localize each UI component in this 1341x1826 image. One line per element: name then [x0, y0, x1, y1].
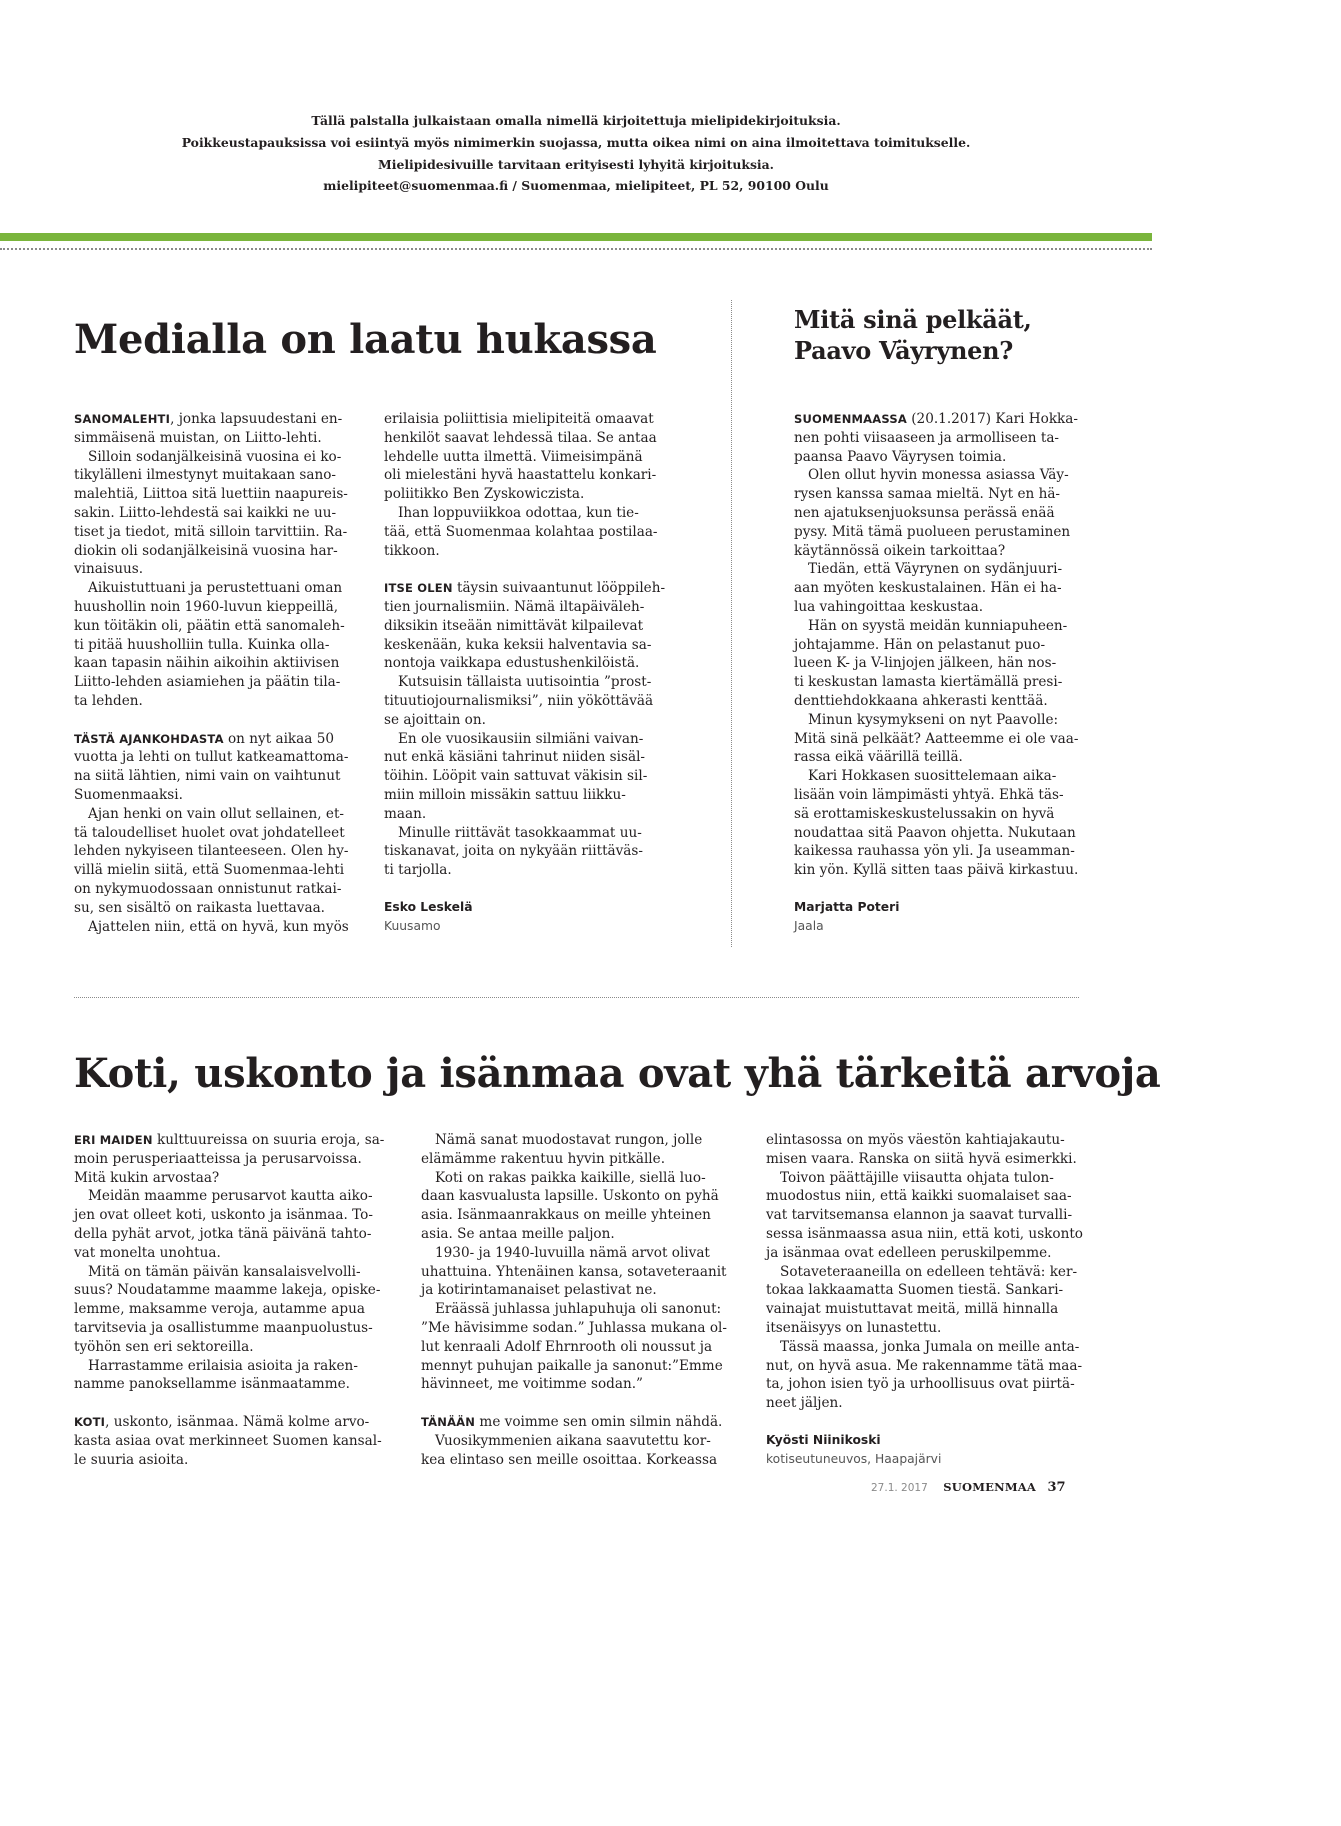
dotted-divider [0, 248, 1152, 250]
text-line: Olen ollut hyvin monessa asiassa Väy- [808, 467, 1069, 484]
text-line: 1930- ja 1940-luvuilla nämä arvot olivat [435, 1244, 710, 1261]
text-line: miin milloin missäkin sattuu liikku- [384, 786, 626, 803]
lead-in: SUOMENMAASSA [794, 412, 907, 426]
text-line: lehden nykyiseen tilanteeseen. Olen hy- [74, 843, 349, 860]
text-line: lua vahingoittaa keskustaa. [794, 598, 984, 615]
text-line: paansa Paavo Väyrysen toimia. [794, 448, 1007, 465]
lead-text: on nyt aikaa 50 [223, 730, 334, 747]
page-footer [871, 1480, 1066, 1495]
lead-text: , uskonto, isänmaa. Nämä kolme arvo- [105, 1413, 370, 1430]
text-line: aan myöten keskustalainen. Hän ei ha- [794, 580, 1062, 597]
author-name: Marjatta Poteri [794, 899, 900, 914]
text-line [384, 579, 665, 598]
text-line: nen pohti viisaaseen ja armolliseen ta- [794, 429, 1060, 446]
text-line: lisään voin lämpimästi yhtyä. Ehkä täs- [794, 786, 1064, 803]
text-line: ti keskustan lamasta kiertämällä presi- [794, 674, 1063, 691]
intro-notice [0, 110, 1152, 197]
lead-text: (20.1.2017) Kari Hokka- [906, 411, 1078, 427]
lead-text: me voimme sen omin silmin nähdä. [475, 1413, 723, 1430]
lead-in: SANOMALEHTI [74, 412, 171, 426]
text-line: sä erottamiskeskustelussakin on hyvä [794, 805, 1055, 822]
text-line: namme panoksellamme isänmaatamme. [74, 1376, 350, 1393]
text-line: Koti on rakas paikka kaikille, siellä luo- [435, 1169, 706, 1186]
text-line: elämämme rakentuu hyvin pitkälle. [421, 1150, 666, 1167]
text-line: Suomenmaaksi. [74, 786, 183, 803]
text-line: tiset ja tiedot, mitä silloin tarvittiin. Ra- [74, 523, 348, 540]
text-line: Silloin sodanjälkeisinä vuosina ei ko- [88, 448, 342, 465]
text-line: Hän on syystä meidän kunniapuheen- [808, 617, 1068, 634]
text-line: Minulle riittävät tasokkaammat uu- [398, 824, 642, 841]
article-column [766, 1131, 1083, 1469]
text-line: denttiehdokkaana ahkerasti kenttää. [794, 692, 1048, 709]
text-line: hävinneet, me voitimme sodan.” [421, 1376, 644, 1393]
text-line: Tässä maassa, jonka Jumala on meille anta- [780, 1338, 1080, 1355]
text-line: nen ajatuksenjuoksunsa perässä enää [794, 504, 1055, 521]
text-line: Mitä sinä pelkäät? Aatteemme ei ole vaa- [794, 730, 1079, 747]
text-line: vat monelta unohtua. [74, 1244, 221, 1261]
text-line: ”Me hävisimme sodan.” Juhlassa mukana ol- [421, 1319, 727, 1336]
text-line: asia. Se antaa meille paljon. [421, 1225, 615, 1242]
text-line: diokin oli sodanjälkeisinä vuosina har- [74, 542, 338, 559]
text-line: ta lehden. [74, 692, 143, 709]
dotted-divider [74, 997, 1079, 998]
text-line: Eräässä juhlassa juhlapuhuja oli sanonut: [435, 1301, 722, 1318]
text-line: kin yön. Kyllä sitten taas päivä kirkastuu. [794, 862, 1079, 879]
text-line: ti pitää huusholliin tulla. Kuinka olla- [74, 636, 330, 653]
text-line: lut kenraali Adolf Ehrnrooth oli noussut ja [421, 1338, 713, 1355]
author-place: kotiseutuneuvos, Haapajärvi [766, 1451, 942, 1466]
text-line: kea elintaso sen meille osoittaa. Korkeassa [421, 1451, 718, 1468]
lead-in: ERI MAIDEN [74, 1133, 153, 1147]
text-line: sessa isänmaassa asua niin, että koti, uskonto [766, 1225, 1083, 1242]
text-line: moin perusperiaatteissa ja perusarvoissa. [74, 1150, 362, 1167]
text-line: Tiedän, että Väyrynen on sydänjuuri- [808, 561, 1063, 578]
text-line: poliitikko Ben Zyskowiczista. [384, 486, 585, 503]
text-line: mennyt puhujan paikalle ja sanonut:”Emme [421, 1357, 723, 1374]
text-line: johtajamme. Hän on pelastanut puo- [794, 636, 1046, 653]
text-line [74, 1413, 384, 1432]
text-line: erilaisia poliittisia mielipiteitä omaavat [384, 411, 654, 427]
text-line: asia. Isänmaanrakkaus on meille yhteinen [421, 1207, 711, 1224]
text-line: vinaisuus. [74, 561, 144, 578]
article-headline [794, 304, 1032, 366]
text-line: le suuria asioita. [74, 1451, 189, 1468]
text-line: töihin. Lööpit vain sattuvat väkisin sil- [384, 768, 648, 785]
text-line: oli mielestäni hyvä haastattelu konkari- [384, 467, 657, 484]
text-line: tikylälleni ilmestynyt muitakaan sano- [74, 467, 337, 484]
text-line: Mitä on tämän päivän kansalaisvelvolli- [88, 1263, 361, 1280]
text-line: En ole vuosikausiin silmiäni vaivan- [398, 730, 644, 747]
text-line [74, 410, 349, 429]
text-line: Minun kysymykseni on nyt Paavolle: [808, 711, 1059, 728]
text-line: itsenäisyys on lunastettu. [766, 1319, 942, 1336]
text-line: tarvitsevia ja osallistumme maanpuolustus- [74, 1319, 373, 1336]
magazine-name: SUOMENMAA [943, 1480, 1037, 1494]
lead-in: TÄSTÄ AJANKOHDASTA [74, 731, 224, 746]
text-line: ti tarjolla. [384, 862, 452, 879]
text-line: tituutiojournalismiksi”, niin yököttävää [384, 692, 654, 709]
issue-date: 27.1. 2017 [871, 1482, 928, 1494]
text-line: nut, on hyvä asua. Me rakennamme tätä maa- [766, 1357, 1083, 1374]
lead-text: täysin suivaantunut lööppileh- [452, 580, 666, 597]
text-line: nontoja vaikkapa edustushenkilöistä. [384, 655, 640, 672]
article-headline: Medialla on laatu hukassa [74, 316, 657, 363]
column-separator [731, 300, 732, 947]
text-line: su, sen sisältö on raikasta luettavaa. [74, 899, 325, 916]
article-column [421, 1131, 727, 1469]
lead-in: KOTI [74, 1414, 106, 1429]
text-line: lehdelle uutta ilmettä. Viimeisimpänä [384, 448, 643, 465]
author-place: Jaala [794, 918, 824, 933]
text-line: della pyhät arvot, jotka tänä päivänä tahto- [74, 1225, 372, 1242]
text-line: on nykymuodossaan onnistunut ratkai- [74, 880, 342, 897]
text-line: vuotta ja lehti on tullut katkeamattoma- [74, 749, 349, 766]
text-line: ta, johon isien työ ja urhoollisuus ovat piirtä- [766, 1376, 1075, 1393]
lead-text: , jonka lapsuudestani en- [170, 411, 343, 427]
article-column [74, 410, 349, 936]
text-line: keskenään, kuka keksii halventavia sa- [384, 636, 652, 653]
text-line: ja kotirintamanaiset pelastivat ne. [421, 1282, 657, 1299]
section-divider-bar [0, 233, 1152, 241]
text-line: Vuosikymmenien aikana saavutettu kor- [435, 1432, 711, 1449]
text-line: Kutsuisin tällaista uutisointia ”prost- [398, 674, 652, 691]
article-headline: Koti, uskonto ja isänmaa ovat yhä tärkeitä arvoja [74, 1050, 1161, 1097]
text-line: malehtiä, Liittoa sitä luettiin naapureis- [74, 486, 348, 503]
intro-line: Mielipidesivuille tarvitaan erityisesti lyhyitä kirjoituksia. [378, 156, 774, 172]
text-line: misen vaara. Ranska on siitä hyvä esimerkki. [766, 1150, 1077, 1167]
text-line [794, 410, 1078, 429]
text-line: diksikin itseään nimittävät kilpailevat [384, 617, 644, 634]
author-name: Kyösti Niinikoski [766, 1432, 881, 1447]
headline-line: Mitä sinä pelkäät, [794, 305, 1032, 334]
text-line: nut enkä käsiäni tahrinut niiden sisäl- [384, 749, 646, 766]
text-line: Ajan henki on vain ollut sellainen, et- [88, 805, 345, 822]
article-column [384, 410, 665, 936]
text-line: Harrastamme erilaisia asioita ja raken- [88, 1357, 358, 1374]
text-line: pysy. Mitä tämä puolueen perustaminen [794, 523, 1071, 540]
text-line: käytännössä oikein tarkoittaa? [794, 542, 1006, 559]
text-line: tää, että Suomenmaa kolahtaa postilaa- [384, 523, 658, 540]
text-line: elintasossa on myös väestön kahtiajakautu- [766, 1132, 1065, 1148]
text-line [74, 1131, 384, 1150]
text-line: tokaa lakkaamatta Suomen tiestä. Sankari- [766, 1282, 1064, 1299]
author-name: Esko Leskelä [384, 899, 473, 914]
intro-line: Poikkeustapauksissa voi esiintyä myös nimimerkin suojassa, mutta oikea nimi on aina ilmoitettava toimitukselle. [181, 134, 971, 150]
text-line: Ajattelen niin, että on hyvä, kun myös [88, 918, 349, 935]
headline-line: Paavo Väyrynen? [794, 336, 1014, 365]
article-column [794, 410, 1078, 936]
text-line [421, 1413, 727, 1432]
text-line: Kari Hokkasen suosittelemaan aika- [808, 768, 1057, 785]
text-line: Meidän maamme perusarvot kautta aiko- [88, 1188, 373, 1205]
text-line: vainajat muistuttavat meitä, millä hinnalla [766, 1301, 1059, 1318]
text-line: tikkoon. [384, 542, 440, 559]
text-line: huushollin noin 1960-luvun kieppeillä, [74, 598, 339, 615]
text-line: daan kasvualusta lapsille. Uskonto on pyhä [421, 1188, 719, 1205]
article-column [74, 1131, 384, 1469]
lead-in: ITSE OLEN [384, 581, 453, 596]
text-line: Toivon päättäjille viisautta ohjata tulon- [780, 1169, 1054, 1186]
text-line: neet jäljen. [766, 1395, 843, 1412]
author-place: Kuusamo [384, 918, 441, 933]
text-line: vat tarvitsemansa elannon ja saavat turvalli- [766, 1207, 1073, 1224]
text-line: Aikuistuttuani ja perustettuani oman [88, 580, 343, 597]
intro-contact: mielipiteet@suomenmaa.fi / Suomenmaa, mielipiteet, PL 52, 90100 Oulu [323, 178, 829, 194]
text-line: muodostus niin, että kaikki suomalaiset saa- [766, 1188, 1072, 1205]
page-number: 37 [1047, 1480, 1066, 1495]
text-line: lueen K- ja V-linjojen jälkeen, hän nos- [794, 655, 1057, 672]
text-line: suus? Noudatamme maamme lakeja, opiske- [74, 1282, 381, 1299]
text-line: sakin. Liitto-lehdestä sai kaikki ne uu- [74, 504, 337, 521]
text-line: Liitto-lehden asiamiehen ja päätin tila- [74, 674, 341, 691]
text-line: kasta asiaa ovat merkinneet Suomen kansal- [74, 1432, 382, 1449]
text-line: tien journalismiin. Nämä iltapäiväleh- [384, 598, 645, 615]
text-line: Sotaveteraaneilla on edelleen tehtävä: ker- [780, 1263, 1078, 1280]
text-line: rassa eikä väärillä teillä. [794, 749, 963, 766]
paragraph-gap [74, 1394, 384, 1413]
text-line: kaan tapasin näihin aikoihin aktiivisen [74, 655, 340, 672]
text-line: maan. [384, 805, 427, 822]
lead-text: kulttuureissa on suuria eroja, sa- [152, 1132, 385, 1148]
text-line: na siitä lähtien, nimi vain on vaihtunut [74, 768, 341, 785]
text-line: ja isänmaa ovat edelleen peruskilpemme. [766, 1244, 1052, 1261]
paragraph-gap [421, 1394, 727, 1413]
text-line: rysen kanssa samaa mieltä. Nyt en hä- [794, 486, 1061, 503]
intro-line: Tällä palstalla julkaistaan omalla nimellä kirjoitettuja mielipidekirjoituksia. [311, 113, 841, 128]
text-line: tä taloudelliset huolet ovat johdatelleet [74, 824, 345, 841]
text-line [74, 730, 349, 749]
text-line: villä mielin siitä, että Suomenmaa-lehti [74, 862, 345, 879]
text-line: uhattuina. Yhtenäinen kansa, sotaveteraanit [421, 1263, 727, 1280]
text-line: noudattaa sitä Paavon ohjetta. Nukutaan [794, 824, 1076, 841]
text-line: henkilöt saavat lehdessä tilaa. Se antaa [384, 429, 657, 446]
text-line: Ihan loppuviikkoa odottaa, kun tie- [398, 504, 639, 521]
text-line: lemme, maksamme veroja, autamme apua [74, 1301, 365, 1318]
text-line: simmäisenä muistan, on Liitto-lehti. [74, 429, 322, 446]
text-line: kun töitäkin oli, päätin että sanomaleh- [74, 617, 345, 634]
text-line: Nämä sanat muodostavat rungon, jolle [435, 1132, 703, 1148]
text-line: Mitä kukin arvostaa? [74, 1169, 220, 1186]
paragraph-gap [384, 560, 665, 579]
text-line: se ajoittain on. [384, 711, 486, 728]
text-line: kaikessa rauhassa yön yli. Ja useamman- [794, 843, 1075, 860]
text-line: jen ovat olleet koti, uskonto ja isänmaa. To- [74, 1207, 373, 1224]
paragraph-gap [74, 711, 349, 730]
lead-in: TÄNÄÄN [421, 1414, 476, 1429]
text-line: työhön sen eri sektoreilla. [74, 1338, 254, 1355]
text-line: tiskanavat, joita on nykyään riittäväs- [384, 843, 643, 860]
